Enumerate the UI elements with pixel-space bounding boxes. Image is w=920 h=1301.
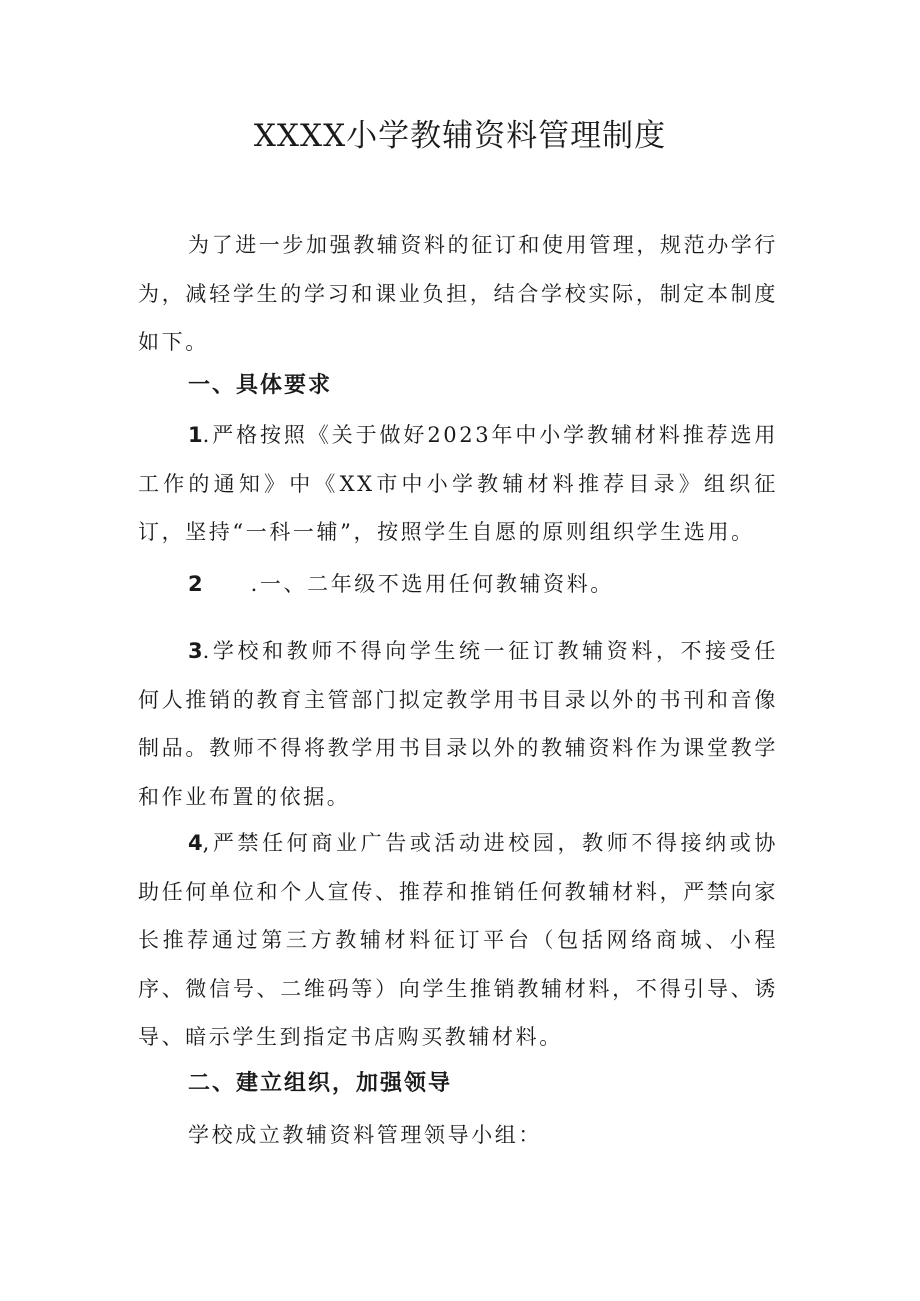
section1-heading: 一、具体要求 <box>188 373 333 398</box>
list-item-1 <box>138 411 778 557</box>
item-text: .一、二年级不选用任何教辅资料。 <box>250 572 614 596</box>
section2-paragraph: 学校成立教辅资料管理领导小组： <box>188 1123 542 1147</box>
intro-paragraph: 为了进一步加强教辅资料的征订和使用管理，规范办学行为，减轻学生的学习和课业负担，结合学校实际，制定本制度如下。 <box>138 233 778 354</box>
item-number: 3 <box>188 639 203 663</box>
item-text: .严格按照《关于做好2023年中小学教辅材料推荐选用工作的通知》中《XX市中小学教辅材料推荐目录》组织征订，坚持“一科一辅”，按照学生自愿的原则组织学生选用。 <box>138 423 778 544</box>
item-number: 2 <box>188 572 203 596</box>
item-number: 4 <box>188 831 203 855</box>
item-text: ,严禁任何商业广告或活动进校园，教师不得接纳或协助任何单位和个人宣传、推荐和推销任何教辅材料，严禁向家长推荐通过第三方教辅材料征订平台（包括网络商城、小程序、微信号、二维码等）向学生推销教辅材料，不得引导、诱导、暗示学生到指定书店购买教辅材料。 <box>138 831 778 1049</box>
section2-heading: 二、建立组织，加强领导 <box>188 1071 453 1096</box>
list-item-4 <box>138 819 778 1062</box>
item-text: .学校和教师不得向学生统一征订教辅资料，不接受任何人推销的教育主管部门拟定教学用书目录以外的书刊和音像制品。教师不得将教学用书目录以外的教辅资料作为课堂教学和作业布置的依据。 <box>138 639 778 809</box>
page-title: XXXX小学教辅资料管理制度 <box>253 118 667 154</box>
list-item-3 <box>138 627 778 821</box>
item-number: 1 <box>188 423 203 447</box>
list-item-2 <box>188 564 614 604</box>
